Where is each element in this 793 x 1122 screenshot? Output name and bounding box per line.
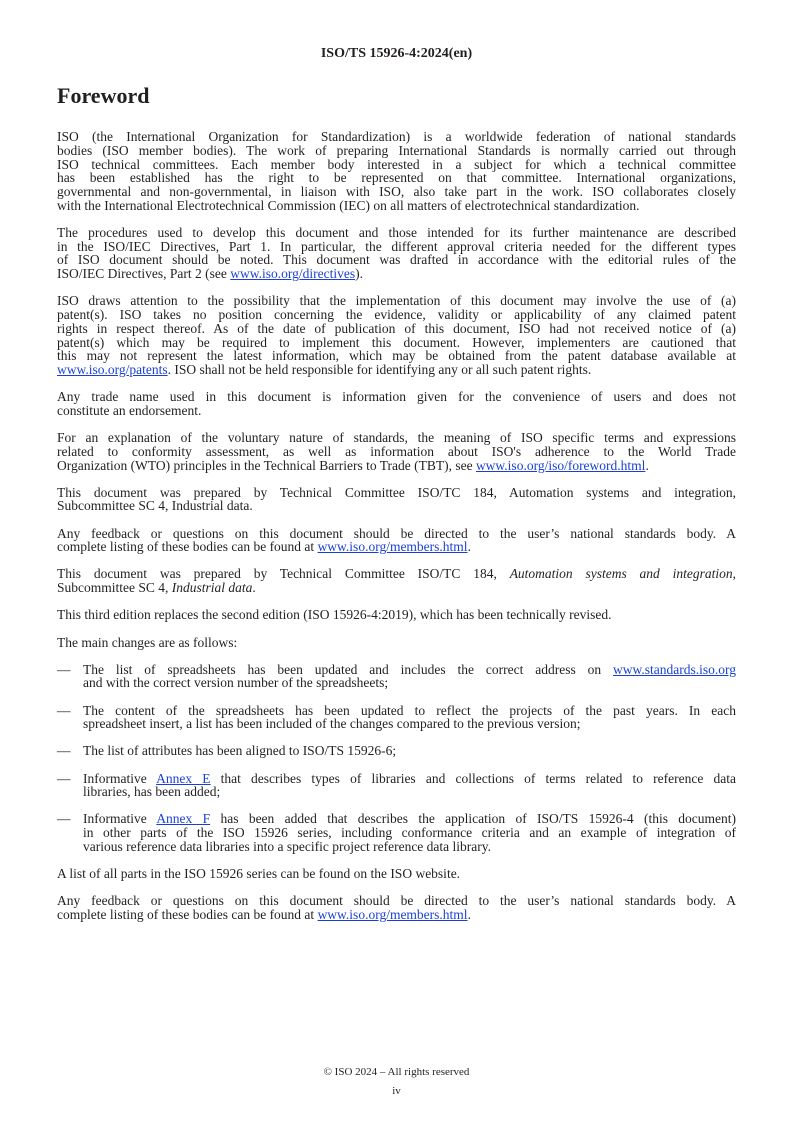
text-segment: For an explanation of the voluntary nature of standards, the meaning of ISO specific terms and expressions xyxy=(57,430,736,446)
paragraph xyxy=(57,608,736,622)
text-line xyxy=(83,812,736,826)
foreword-body xyxy=(57,130,736,935)
hyperlink[interactable]: www.iso.org/patents xyxy=(57,362,168,378)
text-segment: Subcommittee SC 4, xyxy=(57,580,172,596)
text-line xyxy=(57,636,736,650)
text-segment: . xyxy=(645,457,649,473)
hyperlink[interactable]: www.iso.org/iso/foreword.html xyxy=(475,457,646,473)
text-segment: Any trade name used in this document is information given for the convenience of users and does not xyxy=(57,389,736,405)
text-line xyxy=(83,663,736,677)
text-line xyxy=(57,349,736,363)
paragraph xyxy=(57,390,736,418)
text-segment: . xyxy=(252,580,256,596)
text-segment: in other parts of the ISO 15926 series, including conformance criteria and an example of integration of xyxy=(83,825,736,841)
paragraph xyxy=(57,226,736,281)
text-line xyxy=(57,404,736,418)
text-segment: Any feedback or questions on this document should be directed to the user’s national standards body. A xyxy=(57,893,736,909)
text-segment: ISO/IEC Directives, Part 2 (see xyxy=(57,266,231,282)
text-segment: . xyxy=(467,539,471,555)
text-segment: complete listing of these bodies can be found at xyxy=(57,907,318,922)
text-segment: various reference data libraries into a specific project reference data library. xyxy=(83,838,492,854)
text-segment: with the International Electrotechnical Commission (IEC) on all matters of electrotechnical standardization. xyxy=(57,197,640,213)
paragraph xyxy=(57,567,736,595)
text-line xyxy=(83,826,736,840)
text-line xyxy=(83,676,736,690)
text-segment: patent(s) which may be required to implement this document. However, implementers are cautioned that xyxy=(57,334,736,350)
text-segment: ISO (the International Organization for Standardization) is a worldwide federation of national standards xyxy=(57,129,736,144)
text-segment: , xyxy=(732,566,736,582)
paragraph xyxy=(57,294,736,377)
text-segment: The procedures used to develop this document and those intended for its further maintenance are described xyxy=(57,224,736,240)
hyperlink[interactable]: www.iso.org/members.html xyxy=(317,539,468,555)
text-segment: Informative xyxy=(83,811,157,827)
bullet-dash: — xyxy=(57,770,71,786)
text-segment: related to conformity assessment, as well as information about ISO's adherence to the World Trade xyxy=(57,443,736,459)
text-line xyxy=(57,540,736,554)
hyperlink[interactable]: Annex E xyxy=(156,770,211,786)
text-line xyxy=(57,567,736,581)
list-item xyxy=(57,704,736,732)
text-line xyxy=(57,527,736,541)
paragraph xyxy=(57,894,736,922)
text-line xyxy=(83,717,736,731)
bullet-dash: — xyxy=(57,702,71,718)
text-line xyxy=(57,908,736,922)
list-item xyxy=(57,772,736,800)
paragraph xyxy=(57,431,736,472)
hyperlink[interactable]: www.iso.org/directives xyxy=(230,266,356,282)
bullet-dash: — xyxy=(57,811,71,827)
text-segment: This document was prepared by Technical Committee ISO/TC 184, xyxy=(57,566,510,582)
text-segment: ISO technical committees. Each member body interested in a subject for which a technical committee xyxy=(57,156,736,172)
text-line xyxy=(83,772,736,786)
text-line xyxy=(57,199,736,213)
text-segment: Organization (WTO) principles in the Technical Barriers to Trade (TBT), see xyxy=(57,457,476,473)
list-item xyxy=(57,744,736,758)
text-line xyxy=(57,486,736,500)
text-line xyxy=(57,608,736,622)
text-line xyxy=(57,185,736,199)
page-title: Foreword xyxy=(57,83,150,108)
text-line xyxy=(83,704,736,718)
text-segment: This document was prepared by Technical Committee ISO/TC 184, Automation systems and integration, xyxy=(57,484,736,500)
text-segment: governmental and non-governmental, in liaison with ISO, also take part in the work. ISO collaborates closely xyxy=(57,184,736,199)
hyperlink[interactable]: www.iso.org/members.html xyxy=(317,907,468,922)
text-segment: complete listing of these bodies can be found at xyxy=(57,539,318,555)
text-line xyxy=(57,171,736,185)
text-line xyxy=(57,363,736,377)
paragraph xyxy=(57,527,736,555)
text-segment: Any feedback or questions on this document should be directed to the user’s national standards body. A xyxy=(57,525,736,541)
text-line xyxy=(57,130,736,144)
text-segment: The list of spreadsheets has been updated and includes the correct address on xyxy=(83,661,613,677)
list-item xyxy=(57,812,736,853)
text-segment: in the ISO/IEC Directives, Part 1. In particular, the different approval criteria needed for the different types xyxy=(57,238,736,254)
copyright-footer: © ISO 2024 – All rights reserved xyxy=(323,1066,470,1078)
text-line xyxy=(57,390,736,404)
text-line xyxy=(83,840,736,854)
page-number: iv xyxy=(392,1085,401,1097)
text-segment: ). xyxy=(355,266,363,282)
text-segment: Subcommittee SC 4, Industrial data. xyxy=(57,498,253,514)
text-segment: Informative xyxy=(83,770,157,786)
paragraph xyxy=(57,486,736,514)
text-segment: bodies (ISO member bodies). The work of preparing International Standards is normally carried out through xyxy=(57,142,736,158)
text-line xyxy=(57,499,736,513)
paragraph xyxy=(57,867,736,881)
text-line xyxy=(57,336,736,350)
text-line xyxy=(57,240,736,254)
text-segment: . ISO shall not be held responsible for identifying any or all such patent rights. xyxy=(167,362,592,378)
text-segment: patent(s). ISO takes no position concerning the evidence, validity or applicability of any claimed patent xyxy=(57,307,736,323)
text-segment: constitute an endorsement. xyxy=(57,402,202,418)
text-line xyxy=(57,322,736,336)
text-line xyxy=(83,744,736,758)
text-line xyxy=(57,894,736,908)
text-line xyxy=(57,459,736,473)
text-segment: of ISO document should be noted. This document was drafted in accordance with the editorial rules of the xyxy=(57,252,736,268)
text-segment: The list of attributes has been aligned to ISO/TS 15926-6; xyxy=(83,743,397,759)
text-segment: The content of the spreadsheets has been updated to reflect the projects of the past years. In each xyxy=(83,702,736,718)
text-line xyxy=(57,308,736,322)
text-line xyxy=(57,294,736,308)
text-segment: rights in respect thereof. As of the date of publication of this document, ISO had not received notice of (a) xyxy=(57,320,736,336)
paragraph xyxy=(57,130,736,213)
text-line xyxy=(83,785,736,799)
text-segment: this may not represent the latest information, which may be obtained from the patent database available at xyxy=(57,348,736,364)
text-line xyxy=(57,144,736,158)
italic-text: Industrial data xyxy=(171,580,253,596)
document-header: ISO/TS 15926-4:2024(en) xyxy=(320,46,473,61)
text-line xyxy=(57,445,736,459)
bullet-dash: — xyxy=(57,661,71,677)
text-segment: ISO draws attention to the possibility that the implementation of this document may involve the use of (a) xyxy=(57,293,736,309)
text-segment: The main changes are as follows: xyxy=(57,634,238,650)
hyperlink[interactable]: Annex F xyxy=(156,811,211,827)
text-segment: that describes types of libraries and collections of terms related to reference data xyxy=(210,770,736,786)
text-line xyxy=(57,867,736,881)
text-line xyxy=(57,267,736,281)
text-segment: libraries, has been added; xyxy=(83,784,221,800)
hyperlink[interactable]: www.standards.iso.org xyxy=(613,661,736,677)
text-segment: This third edition replaces the second edition (ISO 15926-4:2019), which has been technically revised. xyxy=(57,607,612,623)
text-segment: . xyxy=(467,907,471,922)
italic-text: Automation systems and integration xyxy=(509,566,733,582)
text-segment: has been established has the right to be represented on that committee. International organizations, xyxy=(57,170,736,186)
text-segment: has been added that describes the application of ISO/TS 15926-4 (this document) xyxy=(210,811,737,827)
text-segment: and with the correct version number of the spreadsheets; xyxy=(83,675,389,691)
text-line xyxy=(57,431,736,445)
text-line xyxy=(57,581,736,595)
text-line xyxy=(57,226,736,240)
text-line xyxy=(57,253,736,267)
paragraph xyxy=(57,636,736,650)
text-segment: A list of all parts in the ISO 15926 series can be found on the ISO website. xyxy=(57,866,461,882)
text-line xyxy=(57,158,736,172)
bullet-dash: — xyxy=(57,743,71,759)
list-item xyxy=(57,663,736,691)
text-segment: spreadsheet insert, a list has been included of the changes compared to the previous version; xyxy=(83,716,581,732)
